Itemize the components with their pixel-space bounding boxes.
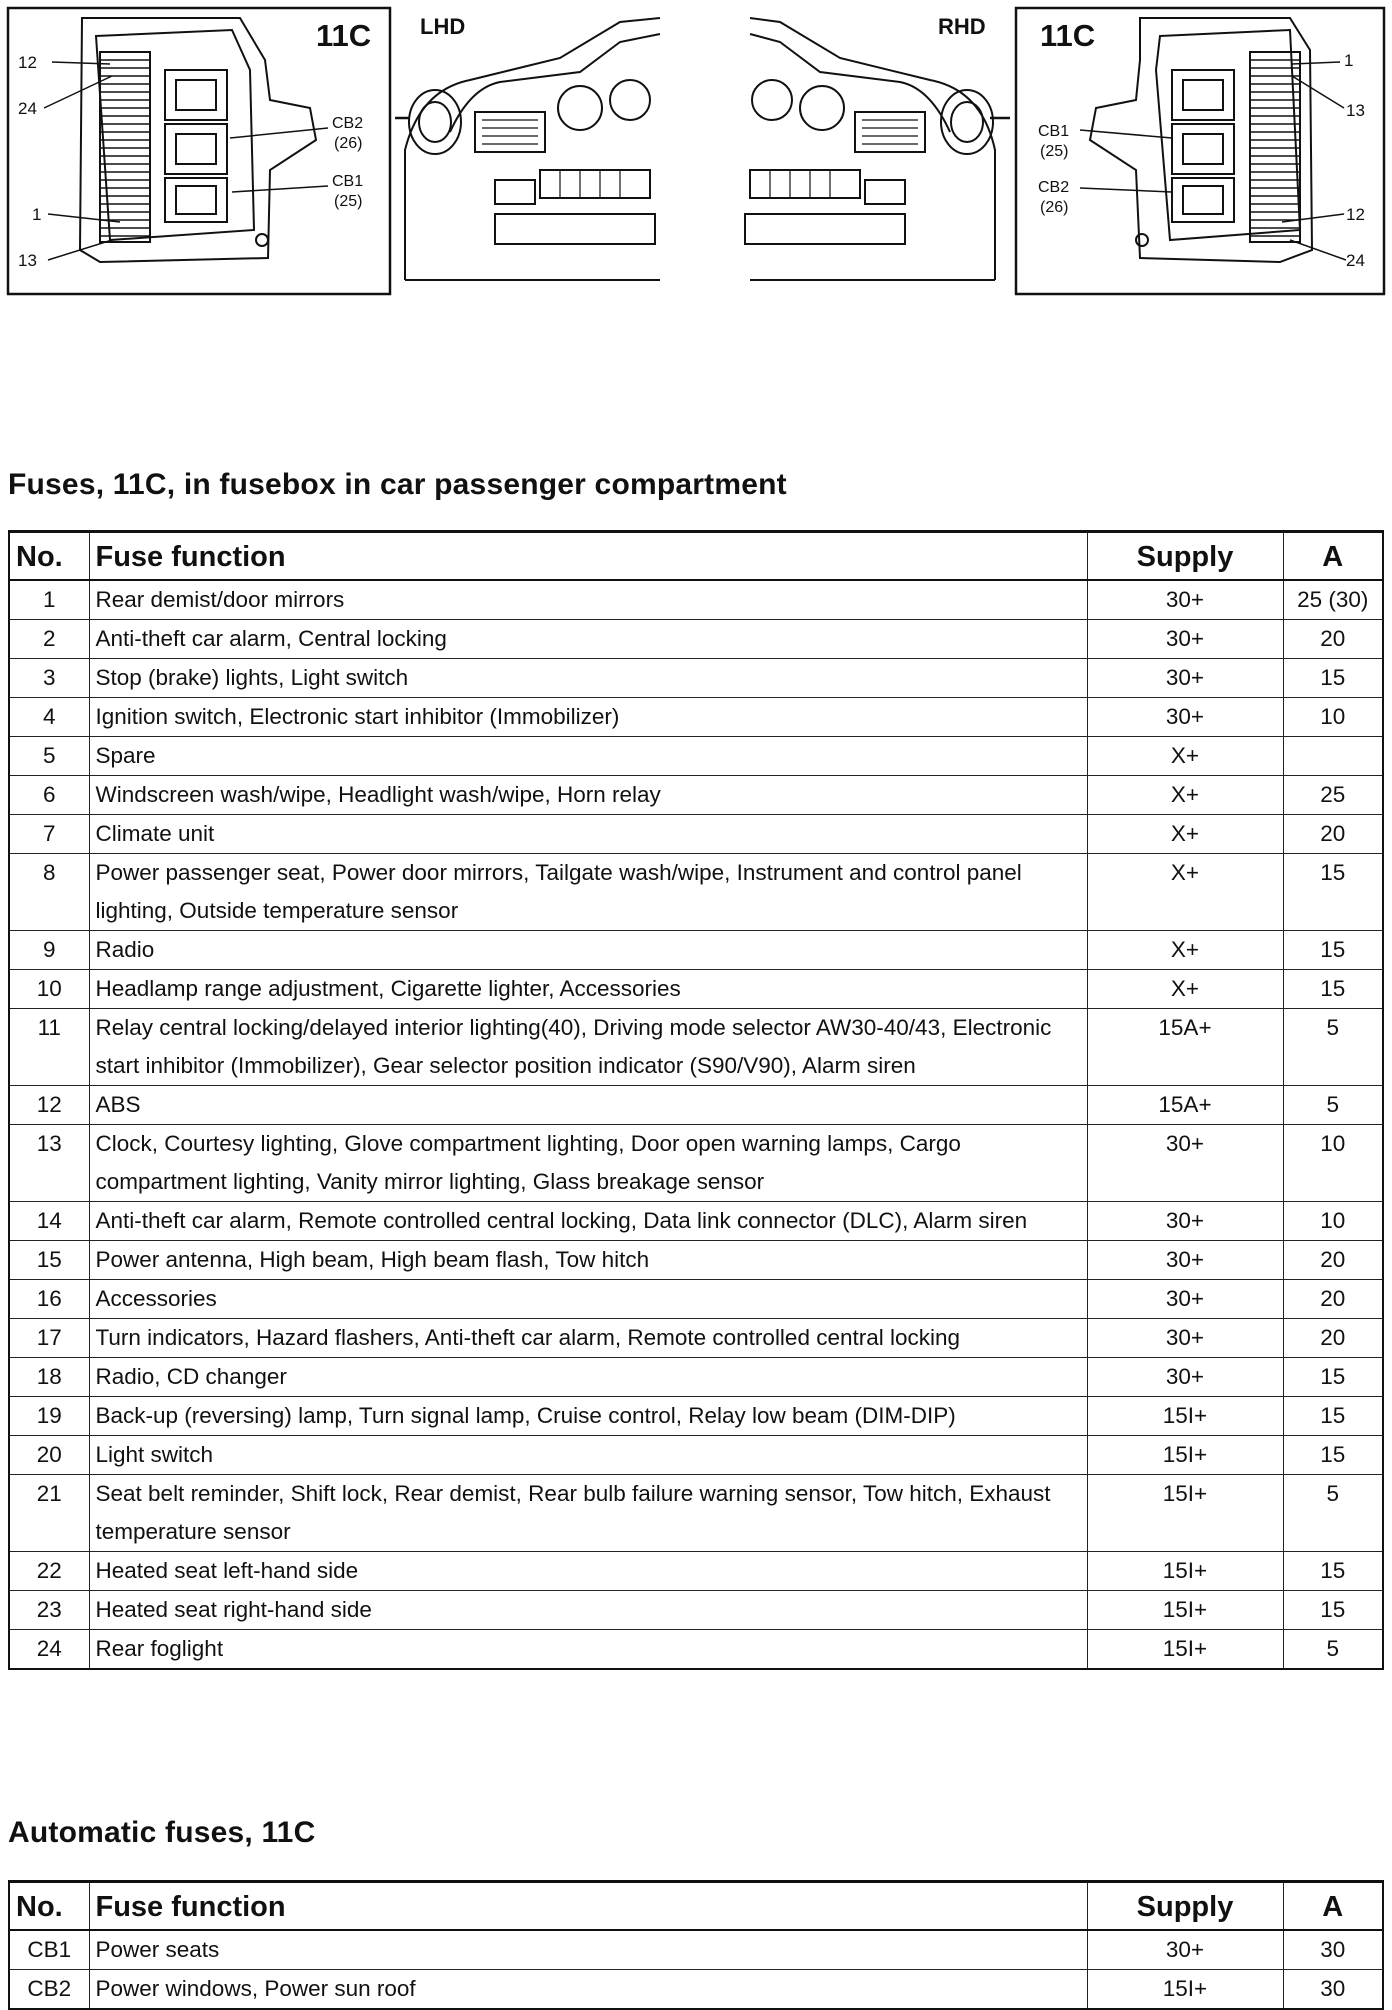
fuse-number: 12 [9, 1086, 89, 1125]
fuse-function: Anti-theft car alarm, Remote controlled central locking, Data link connector (DLC), Alarm siren [89, 1202, 1087, 1241]
fuse-supply: X+ [1087, 737, 1283, 776]
rhd-dashboard-drawing [745, 18, 1010, 280]
left-callout-24: 24 [18, 99, 37, 118]
fuse-supply: 30+ [1087, 620, 1283, 659]
fuse-supply: 15A+ [1087, 1009, 1283, 1086]
fuse-function: Power antenna, High beam, High beam flash, Tow hitch [89, 1241, 1087, 1280]
fuse-number: 15 [9, 1241, 89, 1280]
fuse-number: 3 [9, 659, 89, 698]
fuse-number: 18 [9, 1358, 89, 1397]
table-row [9, 1552, 1383, 1591]
fuse-function: Light switch [89, 1436, 1087, 1475]
fuse-number: 2 [9, 620, 89, 659]
fuse-table-11c [8, 530, 1384, 1670]
fusebox-location-figure [0, 0, 1392, 300]
left-callout-cb1: CB1 [332, 173, 364, 190]
fuse-number: 23 [9, 1591, 89, 1630]
automatic-fuse-table-body [9, 1930, 1383, 2009]
fuse-amperage: 5 [1283, 1009, 1383, 1086]
header-no: No. [9, 532, 89, 581]
fuse-supply: 30+ [1087, 1930, 1283, 1970]
fuse-function: Headlamp range adjustment, Cigarette lighter, Accessories [89, 970, 1087, 1009]
fuse-amperage: 15 [1283, 1552, 1383, 1591]
fuse-function: Rear foglight [89, 1630, 1087, 1670]
right-callout-cb1-num: (25) [1040, 143, 1069, 160]
fuse-supply: 15I+ [1087, 1970, 1283, 2010]
fuse-amperage [1283, 737, 1383, 776]
fuse-supply: 15A+ [1087, 1086, 1283, 1125]
fuse-amperage: 5 [1283, 1475, 1383, 1552]
fuse-amperage: 15 [1283, 1591, 1383, 1630]
fuse-number: 17 [9, 1319, 89, 1358]
fuse-function: Power passenger seat, Power door mirrors, Tailgate wash/wipe, Instrument and control panel lighting, Outside temperature sensor [89, 854, 1087, 931]
fuse-function: Heated seat right-hand side [89, 1591, 1087, 1630]
fuse-function: Heated seat left-hand side [89, 1552, 1087, 1591]
header-amps: A [1283, 1882, 1383, 1931]
fuse-amperage: 15 [1283, 970, 1383, 1009]
fuse-amperage: 10 [1283, 1202, 1383, 1241]
fuse-function: Climate unit [89, 815, 1087, 854]
right-callout-13: 13 [1346, 101, 1365, 120]
fuse-supply: 15I+ [1087, 1591, 1283, 1630]
right-callout-cb2-num: (26) [1040, 199, 1069, 216]
fuse-number: 11 [9, 1009, 89, 1086]
header-function: Fuse function [89, 1882, 1087, 1931]
table-row [9, 1319, 1383, 1358]
fuse-amperage: 15 [1283, 1358, 1383, 1397]
table-row [9, 1630, 1383, 1670]
fuse-amperage: 15 [1283, 854, 1383, 931]
fuse-amperage: 5 [1283, 1630, 1383, 1670]
fuse-amperage: 25 [1283, 776, 1383, 815]
fuse-function: Spare [89, 737, 1087, 776]
left-callout-12: 12 [18, 53, 37, 72]
fuse-supply: 30+ [1087, 1358, 1283, 1397]
right-screw [1136, 234, 1148, 246]
fuse-supply: 15I+ [1087, 1397, 1283, 1436]
right-callout-cb2: CB2 [1038, 179, 1070, 196]
lhd-label: LHD [420, 14, 466, 39]
table-row [9, 1397, 1383, 1436]
fuse-number: 6 [9, 776, 89, 815]
fuse-supply: 30+ [1087, 1280, 1283, 1319]
left-callout-1: 1 [32, 205, 42, 224]
fuse-function: Ignition switch, Electronic start inhibitor (Immobilizer) [89, 698, 1087, 737]
fuse-number: 20 [9, 1436, 89, 1475]
fuse-number: 8 [9, 854, 89, 931]
fuse-supply: 30+ [1087, 580, 1283, 620]
lhd-dashboard-drawing [395, 18, 660, 280]
header-amps: A [1283, 532, 1383, 581]
fuse-number: 5 [9, 737, 89, 776]
fuse-function: Relay central locking/delayed interior lighting(40), Driving mode selector AW30-40/43, Electronic start inhibitor (Immobilizer), Gear selector position indicator (S90/V90), Alarm siren [89, 1009, 1087, 1086]
fuse-supply: 30+ [1087, 1241, 1283, 1280]
table-row [9, 1086, 1383, 1125]
fuse-function: Anti-theft car alarm, Central locking [89, 620, 1087, 659]
table-row [9, 1280, 1383, 1319]
fuse-amperage: 10 [1283, 1125, 1383, 1202]
fuse-number: CB1 [9, 1930, 89, 1970]
fuse-supply: 15I+ [1087, 1436, 1283, 1475]
left-callout-cb2-num: (26) [334, 135, 363, 152]
table-row [9, 815, 1383, 854]
fuse-amperage: 20 [1283, 1241, 1383, 1280]
table-row [9, 737, 1383, 776]
fuse-function: Stop (brake) lights, Light switch [89, 659, 1087, 698]
fusebox-diagram [0, 0, 1392, 300]
fuse-amperage: 30 [1283, 1970, 1383, 2010]
rhd-label: RHD [938, 14, 986, 39]
table-header-row [9, 1882, 1383, 1931]
fuse-supply: 30+ [1087, 698, 1283, 737]
fuse-number: 19 [9, 1397, 89, 1436]
fuse-amperage: 15 [1283, 931, 1383, 970]
table-row [9, 931, 1383, 970]
fuse-amperage: 20 [1283, 815, 1383, 854]
header-no: No. [9, 1882, 89, 1931]
fuse-amperage: 10 [1283, 698, 1383, 737]
automatic-fuse-table-11c [8, 1880, 1384, 2010]
fuse-function: ABS [89, 1086, 1087, 1125]
fuse-amperage: 25 (30) [1283, 580, 1383, 620]
table-row [9, 1475, 1383, 1552]
fuse-function: Windscreen wash/wipe, Headlight wash/wipe, Horn relay [89, 776, 1087, 815]
header-supply: Supply [1087, 532, 1283, 581]
fuse-function: Accessories [89, 1280, 1087, 1319]
fuse-table-body [9, 580, 1383, 1669]
fuse-amperage: 15 [1283, 659, 1383, 698]
fuse-supply: X+ [1087, 776, 1283, 815]
fuse-supply: 15I+ [1087, 1552, 1283, 1591]
table-row [9, 620, 1383, 659]
left-box-label: 11C [316, 18, 372, 53]
fuse-amperage: 20 [1283, 1319, 1383, 1358]
fuse-function: Rear demist/door mirrors [89, 580, 1087, 620]
fuse-number: 16 [9, 1280, 89, 1319]
table-row [9, 854, 1383, 931]
fuse-amperage: 20 [1283, 620, 1383, 659]
fuse-number: 13 [9, 1125, 89, 1202]
fuse-supply: 30+ [1087, 1125, 1283, 1202]
table-row [9, 580, 1383, 620]
fuse-supply: 15I+ [1087, 1475, 1283, 1552]
section1-title: Fuses, 11C, in fusebox in car passenger compartment [8, 468, 787, 501]
table-row [9, 1591, 1383, 1630]
table-row [9, 698, 1383, 737]
header-supply: Supply [1087, 1882, 1283, 1931]
left-screw [256, 234, 268, 246]
fuse-amperage: 15 [1283, 1436, 1383, 1475]
fuse-number: CB2 [9, 1970, 89, 2010]
right-callout-24: 24 [1346, 251, 1365, 270]
left-callout-cb2: CB2 [332, 115, 364, 132]
fuse-supply: 30+ [1087, 1202, 1283, 1241]
fuse-amperage: 30 [1283, 1930, 1383, 1970]
header-function: Fuse function [89, 532, 1087, 581]
fuse-amperage: 5 [1283, 1086, 1383, 1125]
fuse-function: Back-up (reversing) lamp, Turn signal lamp, Cruise control, Relay low beam (DIM-DIP) [89, 1397, 1087, 1436]
table-row [9, 1202, 1383, 1241]
section2-title: Automatic fuses, 11C [8, 1816, 316, 1849]
left-callout-13: 13 [18, 251, 37, 270]
fuse-number: 4 [9, 698, 89, 737]
right-callout-cb1: CB1 [1038, 123, 1070, 140]
fuse-amperage: 20 [1283, 1280, 1383, 1319]
fuse-number: 7 [9, 815, 89, 854]
table-row [9, 1436, 1383, 1475]
fuse-function: Turn indicators, Hazard flashers, Anti-theft car alarm, Remote controlled central locking [89, 1319, 1087, 1358]
fuse-function: Clock, Courtesy lighting, Glove compartment lighting, Door open warning lamps, Cargo compartment lighting, Vanity mirror lighting, Glass breakage sensor [89, 1125, 1087, 1202]
fuse-number: 14 [9, 1202, 89, 1241]
left-relay-blocks [165, 70, 227, 222]
fuse-function: Radio [89, 931, 1087, 970]
table-row [9, 1241, 1383, 1280]
right-callout-1: 1 [1344, 51, 1354, 70]
fuse-supply: X+ [1087, 970, 1283, 1009]
right-box-label: 11C [1040, 18, 1096, 53]
fuse-supply: 15I+ [1087, 1630, 1283, 1670]
fuse-supply: X+ [1087, 815, 1283, 854]
table-row [9, 1125, 1383, 1202]
right-callout-12: 12 [1346, 205, 1365, 224]
fuse-function: Radio, CD changer [89, 1358, 1087, 1397]
table-header-row [9, 532, 1383, 581]
fuse-supply: X+ [1087, 931, 1283, 970]
fuse-number: 22 [9, 1552, 89, 1591]
table-row [9, 1970, 1383, 2010]
fuse-number: 9 [9, 931, 89, 970]
table-row [9, 1009, 1383, 1086]
table-row [9, 970, 1383, 1009]
table-row [9, 1358, 1383, 1397]
fuse-number: 10 [9, 970, 89, 1009]
fuse-number: 1 [9, 580, 89, 620]
left-callout-cb1-num: (25) [334, 193, 363, 210]
right-callout-leaders [1080, 62, 1346, 260]
right-relay-blocks [1172, 70, 1234, 222]
fuse-supply: 30+ [1087, 659, 1283, 698]
table-row [9, 659, 1383, 698]
fuse-supply: 30+ [1087, 1319, 1283, 1358]
fuse-function: Power windows, Power sun roof [89, 1970, 1087, 2010]
table-row [9, 776, 1383, 815]
fuse-amperage: 15 [1283, 1397, 1383, 1436]
fuse-number: 24 [9, 1630, 89, 1670]
fuse-function: Seat belt reminder, Shift lock, Rear demist, Rear bulb failure warning sensor, Tow hitch, Exhaust temperature sensor [89, 1475, 1087, 1552]
fuse-number: 21 [9, 1475, 89, 1552]
table-row [9, 1930, 1383, 1970]
fuse-supply: X+ [1087, 854, 1283, 931]
fuse-function: Power seats [89, 1930, 1087, 1970]
